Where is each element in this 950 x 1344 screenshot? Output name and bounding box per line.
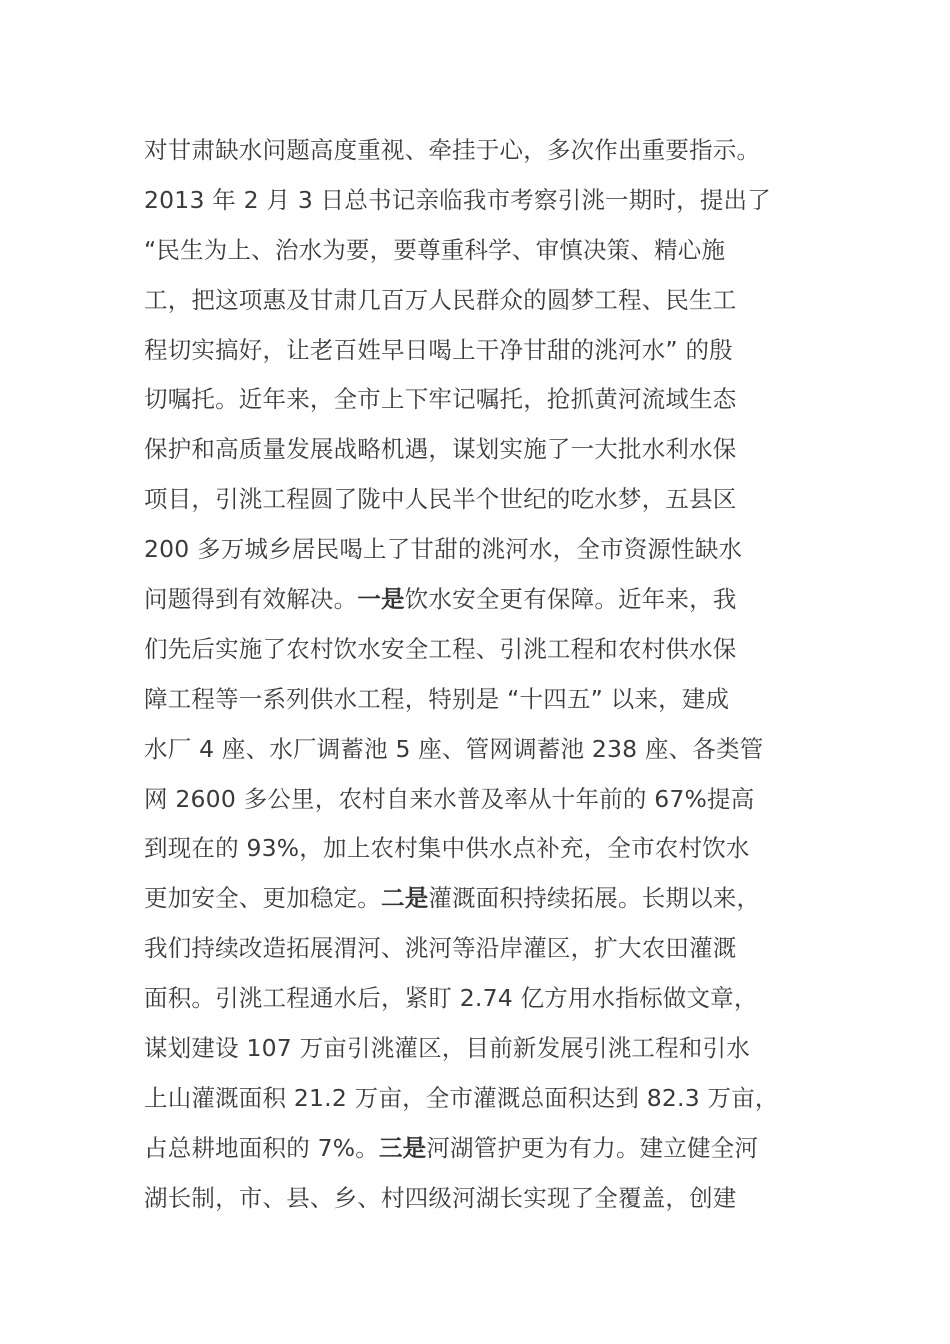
text-run: 到现在的 93%，加上农村集中供水点补充，全市农村饮水 xyxy=(144,834,750,863)
text-run: “民生为上、治水为要，要尊重科学、审慎决策、精心施 xyxy=(144,235,726,264)
text-run: 障工程等一系列供水工程，特别是 “十四五” 以来，建成 xyxy=(144,684,730,713)
text-line xyxy=(144,1024,824,1074)
text-line xyxy=(144,1124,824,1174)
text-run: 我们持续改造拓展渭河、洮河等沿岸灌区，扩大农田灌溉 xyxy=(144,934,737,963)
text-line xyxy=(144,1074,824,1124)
text-line xyxy=(144,425,824,475)
text-line xyxy=(144,475,824,525)
text-run: 饮水安全更有保障。近年来，我 xyxy=(404,585,737,614)
text-line xyxy=(144,276,824,326)
text-line xyxy=(144,226,824,276)
text-run: 谋划建设 107 万亩引洮灌区，目前新发展引洮工程和引水 xyxy=(144,1034,750,1063)
text-line xyxy=(144,1174,824,1224)
text-line xyxy=(144,775,824,825)
text-run: 灌溉面积持续拓展。长期以来， xyxy=(428,884,761,913)
text-run: 河湖管护更为有力。建立健全河 xyxy=(426,1133,759,1162)
text-line xyxy=(144,874,824,924)
text-run: 对甘肃缺水问题高度重视、牵挂于心，多次作出重要指示。 xyxy=(144,136,761,164)
text-run: 程切实搞好，让老百姓早日喝上干净甘甜的洮河水” 的殷 xyxy=(144,335,733,364)
text-run: 更加安全、更加稳定。 xyxy=(144,884,381,913)
text-run: 问题得到有效解决。 xyxy=(144,585,358,614)
text-line xyxy=(144,974,824,1024)
text-run: 保护和高质量发展战略机遇，谋划实施了一大批水利水保 xyxy=(144,435,737,464)
text-run: 200 多万城乡居民喝上了甘甜的洮河水，全市资源性缺水 xyxy=(144,535,743,564)
text-run: 湖长制，市、县、乡、村四级河湖长实现了全覆盖，创建 xyxy=(144,1183,737,1212)
text-line xyxy=(144,924,824,974)
text-run: 项目，引洮工程圆了陇中人民半个世纪的吃水梦，五县区 xyxy=(144,485,737,514)
text-line xyxy=(144,176,824,226)
text-line xyxy=(144,575,824,625)
bold-keyword: 一是 xyxy=(357,585,405,614)
text-line xyxy=(144,375,824,425)
text-run: 网 2600 多公里，农村自来水普及率从十年前的 67%提高 xyxy=(144,784,755,813)
text-run: 2013 年 2 月 3 日总书记亲临我市考察引洮一期时，提出了 xyxy=(144,185,771,214)
body-paragraph xyxy=(144,126,824,1224)
text-line xyxy=(144,126,824,176)
text-line xyxy=(144,625,824,675)
text-run: 水厂 4 座、水厂调蓄池 5 座、管网调蓄池 238 座、各类管 xyxy=(144,734,764,763)
text-run: 上山灌溉面积 21.2 万亩，全市灌溉总面积达到 82.3 万亩， xyxy=(144,1083,779,1112)
text-run: 工，把这项惠及甘肃几百万人民群众的圆梦工程、民生工 xyxy=(144,285,737,314)
bold-keyword: 三是 xyxy=(378,1133,427,1162)
text-line xyxy=(144,675,824,725)
text-line xyxy=(144,824,824,874)
text-line xyxy=(144,326,824,376)
text-run: 们先后实施了农村饮水安全工程、引洮工程和农村供水保 xyxy=(144,634,737,663)
bold-keyword: 二是 xyxy=(381,884,429,913)
text-run: 面积。引洮工程通水后，紧盯 2.74 亿方用水指标做文章， xyxy=(144,984,758,1013)
text-run: 切嘱托。近年来，全市上下牢记嘱托，抢抓黄河流域生态 xyxy=(144,385,737,414)
text-line xyxy=(144,525,824,575)
text-line xyxy=(144,725,824,775)
text-run: 占总耕地面积的 7%。 xyxy=(144,1133,379,1162)
